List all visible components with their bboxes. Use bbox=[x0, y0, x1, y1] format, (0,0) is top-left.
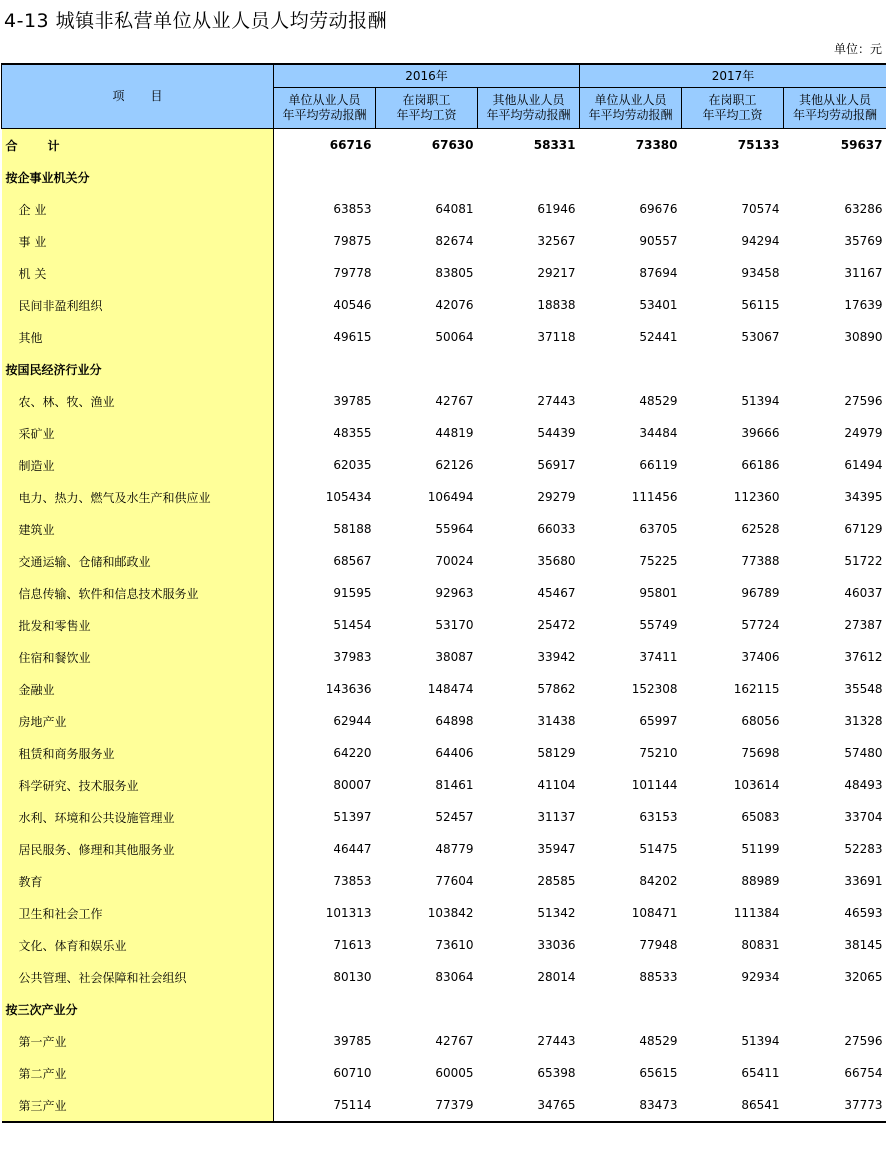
value-cell: 62126 bbox=[435, 458, 474, 472]
value-cell: 57480 bbox=[844, 746, 883, 760]
column-header bbox=[784, 88, 886, 129]
value-cell: 75114 bbox=[274, 1089, 376, 1122]
value-cell: 37612 bbox=[844, 650, 883, 664]
value-cell: 51394 bbox=[741, 1034, 780, 1048]
value-cell: 65411 bbox=[741, 1066, 780, 1080]
table-row bbox=[2, 833, 886, 865]
value-cell: 34395 bbox=[844, 490, 883, 504]
value-cell: 35680 bbox=[537, 554, 576, 568]
row-label: 采矿业 bbox=[2, 417, 274, 449]
value-cell bbox=[784, 161, 886, 193]
value-cell: 64406 bbox=[435, 746, 474, 760]
value-cell bbox=[580, 353, 682, 385]
table-row bbox=[2, 449, 886, 481]
value-cell: 31328 bbox=[844, 714, 883, 728]
value-cell: 66119 bbox=[639, 458, 678, 472]
row-label: 按三次产业分 bbox=[2, 993, 274, 1025]
value-cell: 71613 bbox=[333, 938, 372, 952]
value-cell: 46447 bbox=[333, 842, 372, 856]
value-cell: 46037 bbox=[844, 586, 883, 600]
value-cell: 33036 bbox=[537, 938, 576, 952]
column-header-line: 年平均劳动报酬 bbox=[792, 108, 877, 122]
value-cell: 143636 bbox=[325, 682, 372, 696]
value-cell: 96789 bbox=[741, 586, 780, 600]
column-header bbox=[580, 88, 682, 129]
value-cell: 77388 bbox=[741, 554, 780, 568]
value-cell: 63286 bbox=[844, 202, 883, 216]
category-row bbox=[2, 993, 886, 1025]
value-cell: 34484 bbox=[639, 426, 678, 440]
total-row bbox=[2, 129, 886, 162]
value-cell: 79875 bbox=[333, 234, 372, 248]
value-cell: 51475 bbox=[639, 842, 678, 856]
value-cell: 56115 bbox=[741, 298, 780, 312]
row-label: 金融业 bbox=[2, 673, 274, 705]
value-cell: 51722 bbox=[844, 554, 883, 568]
value-cell: 51397 bbox=[333, 810, 372, 824]
value-cell: 66716 bbox=[329, 138, 372, 152]
value-cell: 25472 bbox=[537, 618, 576, 632]
value-cell: 64220 bbox=[333, 746, 372, 760]
column-header-line: 单位从业人员 bbox=[594, 93, 667, 107]
value-cell: 24979 bbox=[844, 426, 883, 440]
value-cell: 83473 bbox=[580, 1089, 682, 1122]
value-cell: 39666 bbox=[741, 426, 780, 440]
value-cell: 42767 bbox=[435, 394, 474, 408]
value-cell: 70574 bbox=[741, 202, 780, 216]
column-header-line: 在岗职工 bbox=[708, 93, 757, 107]
row-label: 批发和零售业 bbox=[2, 609, 274, 641]
value-cell: 90557 bbox=[639, 234, 678, 248]
value-cell bbox=[478, 993, 580, 1025]
value-cell: 82674 bbox=[435, 234, 474, 248]
value-cell: 67129 bbox=[844, 522, 883, 536]
table-row bbox=[2, 737, 886, 769]
value-cell: 65083 bbox=[741, 810, 780, 824]
table-row bbox=[2, 865, 886, 897]
data-table bbox=[1, 63, 886, 1123]
value-cell: 65997 bbox=[639, 714, 678, 728]
column-header-line: 在岗职工 bbox=[402, 93, 451, 107]
row-label: 居民服务、修理和其他服务业 bbox=[2, 833, 274, 865]
value-cell bbox=[682, 161, 784, 193]
page-title: 4-13 城镇非私营单位从业人员人均劳动报酬 bbox=[4, 10, 388, 32]
value-cell bbox=[274, 993, 376, 1025]
value-cell: 60005 bbox=[435, 1066, 474, 1080]
value-cell bbox=[274, 161, 376, 193]
value-cell: 103842 bbox=[427, 906, 474, 920]
row-label: 其他 bbox=[2, 321, 274, 353]
value-cell: 27387 bbox=[844, 618, 883, 632]
value-cell: 66754 bbox=[844, 1066, 883, 1080]
value-cell: 94294 bbox=[741, 234, 780, 248]
value-cell: 52457 bbox=[435, 810, 474, 824]
value-cell: 75133 bbox=[737, 138, 780, 152]
value-cell: 35947 bbox=[537, 842, 576, 856]
value-cell: 42767 bbox=[435, 1034, 474, 1048]
value-cell: 91595 bbox=[333, 586, 372, 600]
category-row bbox=[2, 353, 886, 385]
value-cell: 31167 bbox=[844, 266, 883, 280]
value-cell: 33942 bbox=[537, 650, 576, 664]
value-cell: 63705 bbox=[639, 522, 678, 536]
value-cell: 58331 bbox=[533, 138, 576, 152]
value-cell: 29279 bbox=[537, 490, 576, 504]
column-header bbox=[682, 88, 784, 129]
value-cell: 86541 bbox=[682, 1089, 784, 1122]
value-cell: 88989 bbox=[741, 874, 780, 888]
category-row bbox=[2, 161, 886, 193]
value-cell: 38087 bbox=[435, 650, 474, 664]
value-cell: 27443 bbox=[537, 394, 576, 408]
table-row bbox=[2, 1057, 886, 1089]
value-cell: 30890 bbox=[844, 330, 883, 344]
value-cell: 80007 bbox=[333, 778, 372, 792]
value-cell: 60710 bbox=[333, 1066, 372, 1080]
value-cell: 27596 bbox=[844, 394, 883, 408]
column-header-line: 年平均工资 bbox=[702, 108, 763, 122]
row-label: 按国民经济行业分 bbox=[2, 353, 274, 385]
value-cell: 67630 bbox=[431, 138, 474, 152]
row-label: 公共管理、社会保障和社会组织 bbox=[2, 961, 274, 993]
table-row bbox=[2, 1089, 886, 1122]
value-cell: 40546 bbox=[333, 298, 372, 312]
table-row bbox=[2, 641, 886, 673]
row-label: 交通运输、仓储和邮政业 bbox=[2, 545, 274, 577]
table-row bbox=[2, 609, 886, 641]
value-cell: 106494 bbox=[427, 490, 474, 504]
value-cell: 51199 bbox=[741, 842, 780, 856]
column-header bbox=[274, 88, 376, 129]
row-label: 制造业 bbox=[2, 449, 274, 481]
value-cell: 81461 bbox=[435, 778, 474, 792]
value-cell: 38145 bbox=[844, 938, 883, 952]
value-cell: 37118 bbox=[537, 330, 576, 344]
value-cell: 79778 bbox=[333, 266, 372, 280]
year-header-2016: 2016年 bbox=[274, 64, 580, 88]
value-cell: 70024 bbox=[435, 554, 474, 568]
table-row bbox=[2, 289, 886, 321]
table-row bbox=[2, 897, 886, 929]
row-label: 电力、热力、燃气及水生产和供应业 bbox=[2, 481, 274, 513]
row-label: 第三产业 bbox=[2, 1089, 274, 1122]
value-cell: 65615 bbox=[639, 1066, 678, 1080]
table-row bbox=[2, 769, 886, 801]
column-header-line: 年平均工资 bbox=[396, 108, 457, 122]
value-cell bbox=[478, 353, 580, 385]
value-cell: 83064 bbox=[435, 970, 474, 984]
value-cell: 56917 bbox=[537, 458, 576, 472]
value-cell: 57862 bbox=[537, 682, 576, 696]
value-cell: 46593 bbox=[844, 906, 883, 920]
table-row bbox=[2, 929, 886, 961]
value-cell: 61946 bbox=[537, 202, 576, 216]
table-row bbox=[2, 417, 886, 449]
row-label: 企 业 bbox=[2, 193, 274, 225]
value-cell: 111456 bbox=[631, 490, 678, 504]
value-cell: 105434 bbox=[325, 490, 372, 504]
value-cell: 29217 bbox=[537, 266, 576, 280]
table-row bbox=[2, 801, 886, 833]
row-label: 合计 bbox=[2, 129, 274, 162]
row-label: 事 业 bbox=[2, 225, 274, 257]
value-cell: 50064 bbox=[435, 330, 474, 344]
value-cell: 59637 bbox=[840, 138, 883, 152]
value-cell: 18838 bbox=[537, 298, 576, 312]
table-row bbox=[2, 513, 886, 545]
value-cell bbox=[682, 353, 784, 385]
value-cell: 62944 bbox=[333, 714, 372, 728]
value-cell: 48779 bbox=[435, 842, 474, 856]
value-cell: 52441 bbox=[639, 330, 678, 344]
value-cell: 48529 bbox=[639, 1034, 678, 1048]
value-cell: 62035 bbox=[333, 458, 372, 472]
value-cell: 48493 bbox=[844, 778, 883, 792]
value-cell: 55964 bbox=[435, 522, 474, 536]
value-cell: 64081 bbox=[435, 202, 474, 216]
value-cell: 84202 bbox=[639, 874, 678, 888]
value-cell bbox=[784, 353, 886, 385]
value-cell: 83805 bbox=[435, 266, 474, 280]
value-cell: 62528 bbox=[741, 522, 780, 536]
row-label: 第一产业 bbox=[2, 1025, 274, 1057]
value-cell: 48529 bbox=[639, 394, 678, 408]
value-cell: 31137 bbox=[537, 810, 576, 824]
table-row bbox=[2, 705, 886, 737]
value-cell: 101313 bbox=[325, 906, 372, 920]
value-cell: 57724 bbox=[741, 618, 780, 632]
value-cell: 92963 bbox=[435, 586, 474, 600]
value-cell: 33704 bbox=[844, 810, 883, 824]
value-cell: 80831 bbox=[741, 938, 780, 952]
row-label: 第二产业 bbox=[2, 1057, 274, 1089]
value-cell: 77604 bbox=[435, 874, 474, 888]
row-label: 租赁和商务服务业 bbox=[2, 737, 274, 769]
row-label: 机 关 bbox=[2, 257, 274, 289]
table-row bbox=[2, 545, 886, 577]
value-cell: 44819 bbox=[435, 426, 474, 440]
value-cell: 95801 bbox=[639, 586, 678, 600]
table-row bbox=[2, 481, 886, 513]
row-label: 水利、环境和公共设施管理业 bbox=[2, 801, 274, 833]
value-cell: 42076 bbox=[435, 298, 474, 312]
value-cell: 75225 bbox=[639, 554, 678, 568]
value-cell: 32065 bbox=[844, 970, 883, 984]
value-cell: 80130 bbox=[333, 970, 372, 984]
value-cell: 73380 bbox=[635, 138, 678, 152]
table-header bbox=[2, 64, 886, 129]
value-cell: 35548 bbox=[844, 682, 883, 696]
value-cell: 34765 bbox=[478, 1089, 580, 1122]
table-row bbox=[2, 961, 886, 993]
value-cell: 68056 bbox=[741, 714, 780, 728]
value-cell: 77948 bbox=[639, 938, 678, 952]
value-cell: 75698 bbox=[741, 746, 780, 760]
value-cell: 58129 bbox=[537, 746, 576, 760]
value-cell bbox=[682, 993, 784, 1025]
value-cell: 27596 bbox=[844, 1034, 883, 1048]
value-cell: 73853 bbox=[333, 874, 372, 888]
value-cell: 39785 bbox=[333, 1034, 372, 1048]
value-cell bbox=[478, 161, 580, 193]
table-row bbox=[2, 321, 886, 353]
value-cell: 51394 bbox=[741, 394, 780, 408]
value-cell: 93458 bbox=[741, 266, 780, 280]
value-cell: 51342 bbox=[537, 906, 576, 920]
value-cell bbox=[580, 993, 682, 1025]
value-cell: 66186 bbox=[741, 458, 780, 472]
value-cell: 58188 bbox=[333, 522, 372, 536]
table-row bbox=[2, 385, 886, 417]
value-cell bbox=[784, 993, 886, 1025]
value-cell: 39785 bbox=[333, 394, 372, 408]
table-row bbox=[2, 577, 886, 609]
column-header bbox=[478, 88, 580, 129]
value-cell: 28585 bbox=[537, 874, 576, 888]
row-label: 房地产业 bbox=[2, 705, 274, 737]
value-cell: 55749 bbox=[639, 618, 678, 632]
value-cell: 65398 bbox=[537, 1066, 576, 1080]
table-row bbox=[2, 225, 886, 257]
year-header-2017: 2017年 bbox=[580, 64, 886, 88]
value-cell bbox=[274, 353, 376, 385]
value-cell: 54439 bbox=[537, 426, 576, 440]
row-label: 住宿和餐饮业 bbox=[2, 641, 274, 673]
row-label: 按企事业机关分 bbox=[2, 161, 274, 193]
value-cell: 92934 bbox=[741, 970, 780, 984]
row-label: 文化、体育和娱乐业 bbox=[2, 929, 274, 961]
value-cell: 28014 bbox=[537, 970, 576, 984]
value-cell: 35769 bbox=[844, 234, 883, 248]
value-cell: 31438 bbox=[537, 714, 576, 728]
value-cell: 61494 bbox=[844, 458, 883, 472]
column-header-line: 单位从业人员 bbox=[288, 93, 361, 107]
value-cell: 148474 bbox=[427, 682, 474, 696]
value-cell: 53067 bbox=[741, 330, 780, 344]
value-cell: 48355 bbox=[333, 426, 372, 440]
table-body bbox=[2, 129, 886, 1123]
value-cell: 73610 bbox=[435, 938, 474, 952]
table-row bbox=[2, 193, 886, 225]
value-cell: 53170 bbox=[435, 618, 474, 632]
value-cell: 111384 bbox=[733, 906, 780, 920]
unit-label: 单位：元 bbox=[833, 42, 882, 56]
value-cell: 101144 bbox=[631, 778, 678, 792]
value-cell: 68567 bbox=[333, 554, 372, 568]
value-cell: 33691 bbox=[844, 874, 883, 888]
row-label: 民间非盈利组织 bbox=[2, 289, 274, 321]
value-cell bbox=[376, 993, 478, 1025]
row-label: 教育 bbox=[2, 865, 274, 897]
table-row bbox=[2, 673, 886, 705]
value-cell: 152308 bbox=[631, 682, 678, 696]
value-cell: 41104 bbox=[537, 778, 576, 792]
value-cell: 37983 bbox=[333, 650, 372, 664]
value-cell: 112360 bbox=[733, 490, 780, 504]
value-cell: 63153 bbox=[639, 810, 678, 824]
value-cell: 37773 bbox=[784, 1089, 886, 1122]
value-cell bbox=[376, 161, 478, 193]
value-cell: 108471 bbox=[631, 906, 678, 920]
value-cell: 45467 bbox=[537, 586, 576, 600]
column-header-line: 年平均劳动报酬 bbox=[282, 108, 367, 122]
value-cell: 27443 bbox=[537, 1034, 576, 1048]
value-cell: 17639 bbox=[844, 298, 883, 312]
row-label: 建筑业 bbox=[2, 513, 274, 545]
row-label: 农、林、牧、渔业 bbox=[2, 385, 274, 417]
row-label: 卫生和社会工作 bbox=[2, 897, 274, 929]
value-cell: 32567 bbox=[537, 234, 576, 248]
table-row bbox=[2, 1025, 886, 1057]
column-header-line: 年平均劳动报酬 bbox=[486, 108, 571, 122]
row-label: 信息传输、软件和信息技术服务业 bbox=[2, 577, 274, 609]
value-cell: 49615 bbox=[333, 330, 372, 344]
item-header: 项目 bbox=[2, 64, 274, 129]
value-cell: 87694 bbox=[639, 266, 678, 280]
value-cell: 52283 bbox=[844, 842, 883, 856]
value-cell: 64898 bbox=[435, 714, 474, 728]
value-cell: 88533 bbox=[639, 970, 678, 984]
value-cell: 66033 bbox=[537, 522, 576, 536]
column-header bbox=[376, 88, 478, 129]
column-header-line: 年平均劳动报酬 bbox=[588, 108, 673, 122]
value-cell: 75210 bbox=[639, 746, 678, 760]
table-row bbox=[2, 257, 886, 289]
value-cell: 162115 bbox=[733, 682, 780, 696]
value-cell: 53401 bbox=[639, 298, 678, 312]
value-cell bbox=[376, 353, 478, 385]
value-cell: 37406 bbox=[741, 650, 780, 664]
value-cell bbox=[580, 161, 682, 193]
row-label: 科学研究、技术服务业 bbox=[2, 769, 274, 801]
value-cell: 37411 bbox=[639, 650, 678, 664]
column-header-line: 其他从业人员 bbox=[798, 93, 871, 107]
value-cell: 63853 bbox=[333, 202, 372, 216]
value-cell: 77379 bbox=[376, 1089, 478, 1122]
column-header-line: 其他从业人员 bbox=[492, 93, 565, 107]
value-cell: 69676 bbox=[639, 202, 678, 216]
value-cell: 103614 bbox=[733, 778, 780, 792]
value-cell: 51454 bbox=[333, 618, 372, 632]
